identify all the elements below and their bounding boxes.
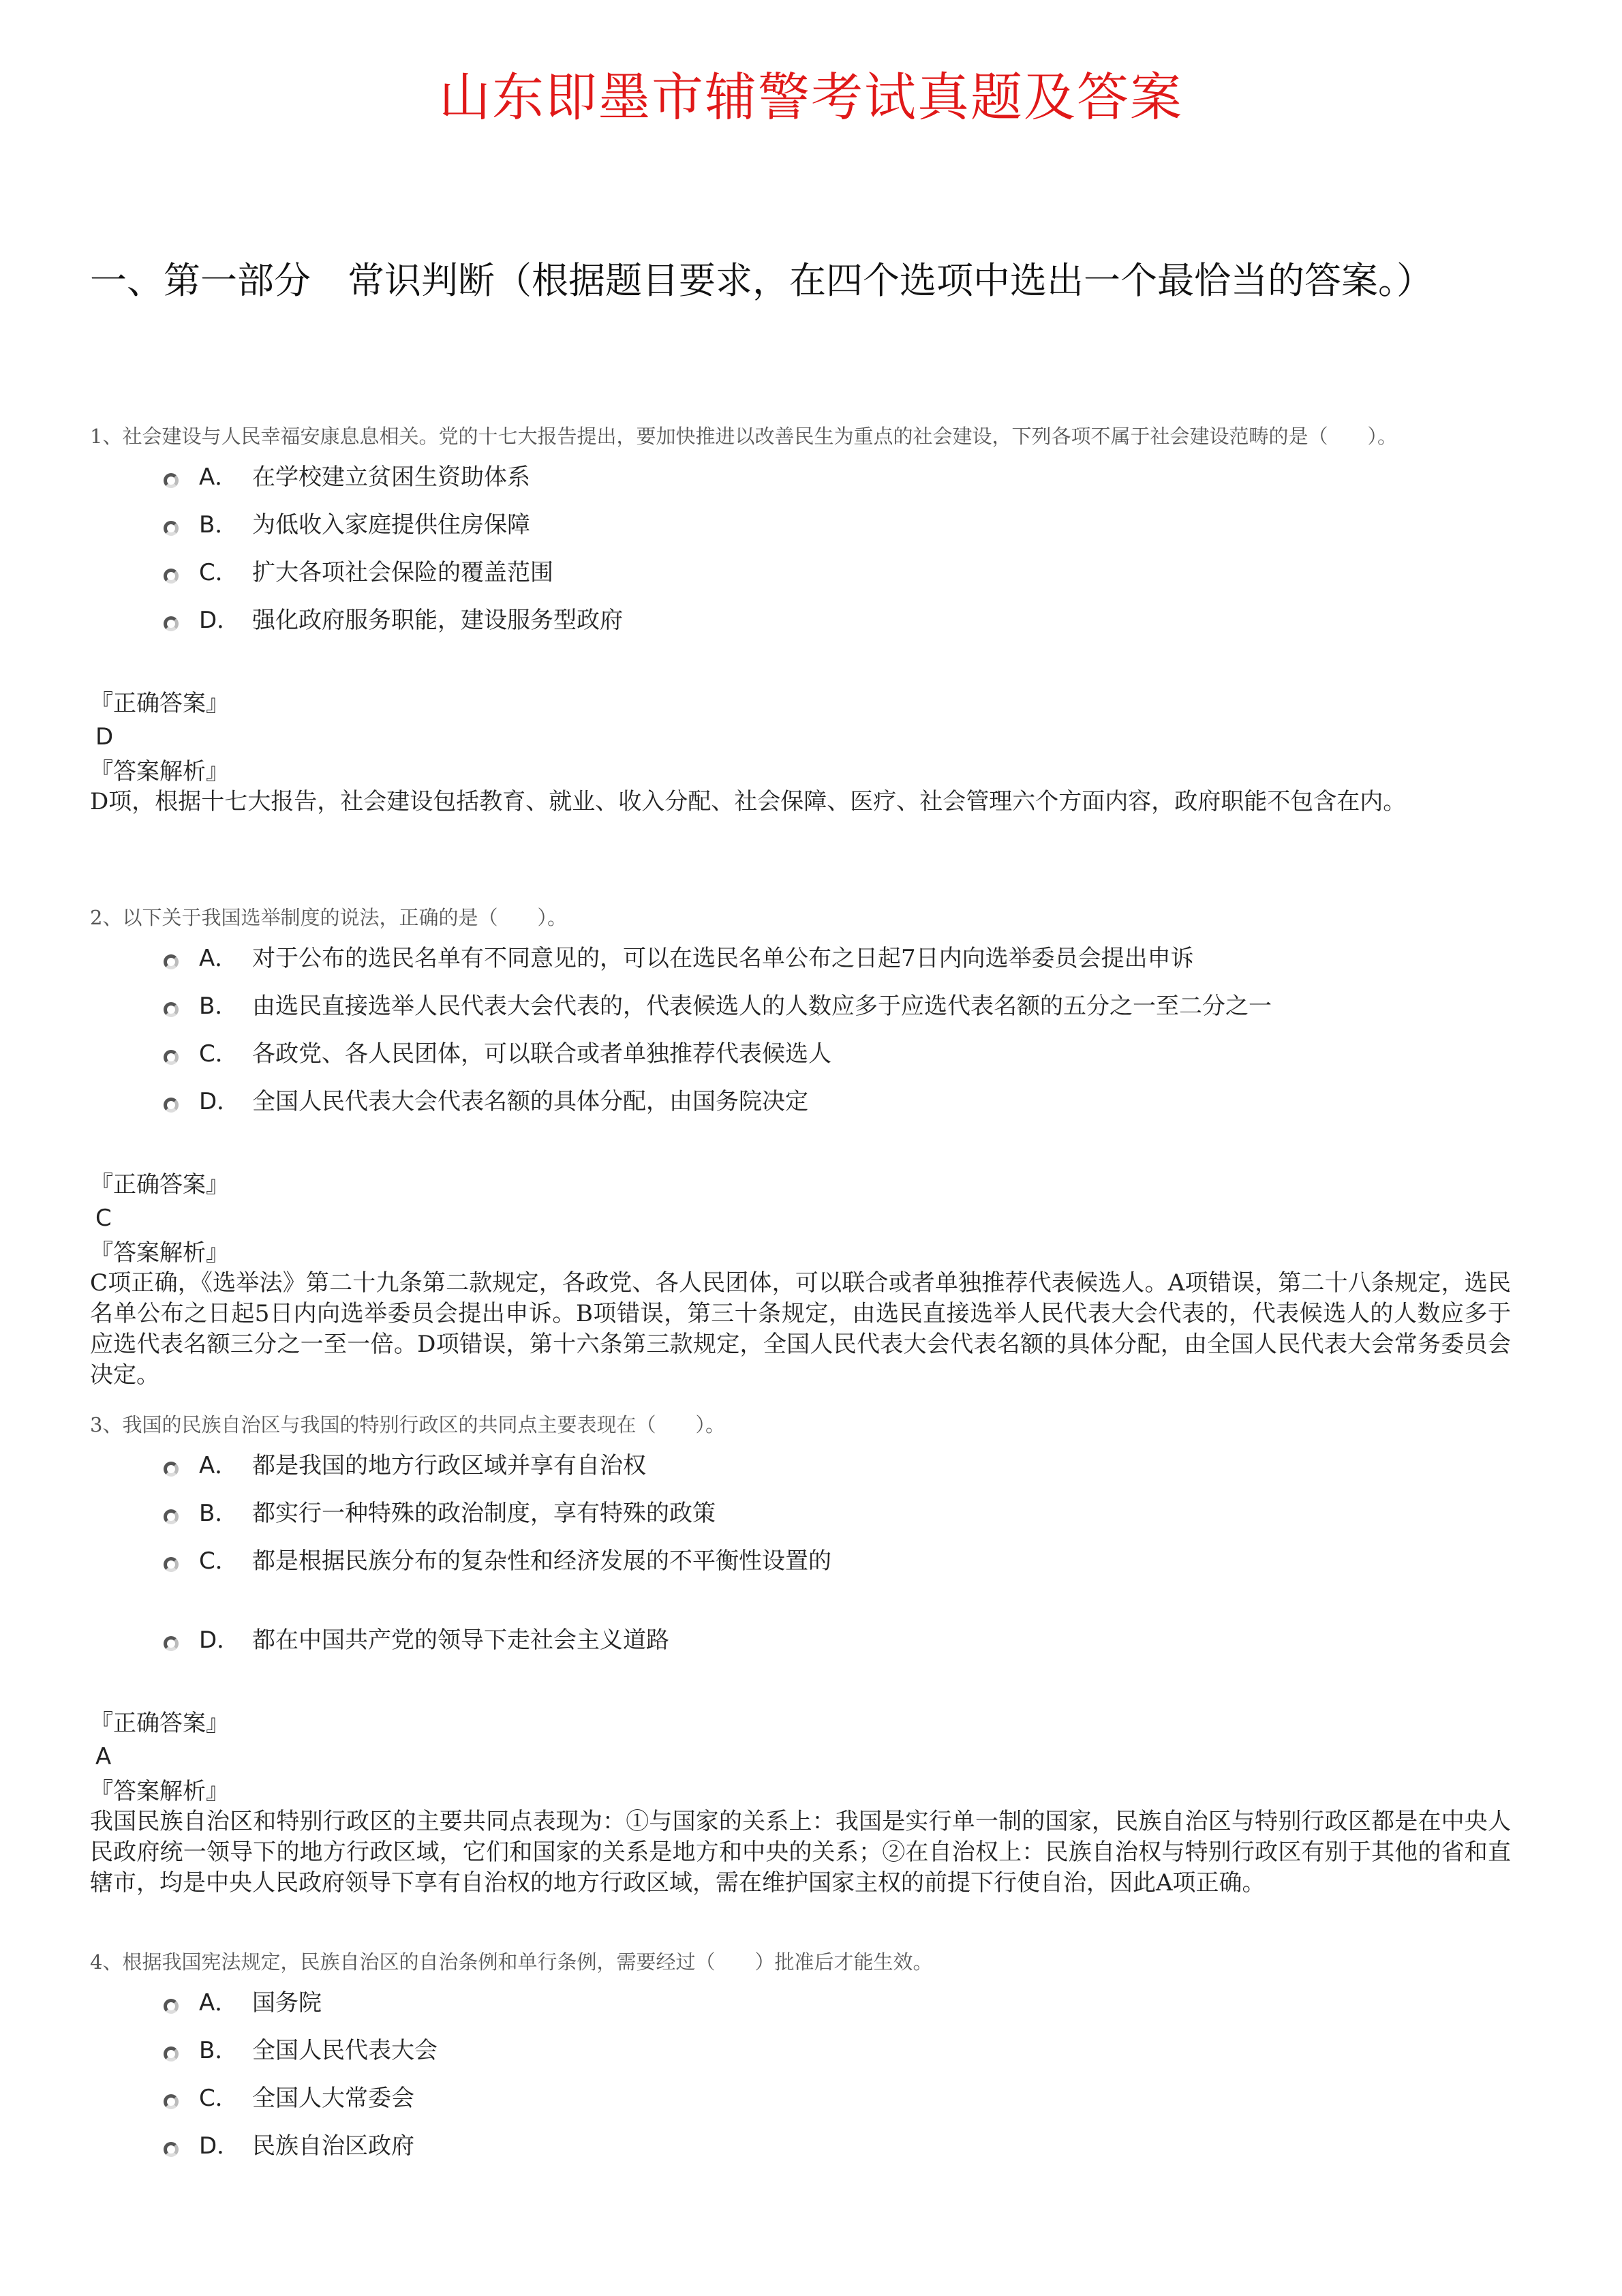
option-letter: C． <box>199 559 239 586</box>
option-text: 民族自治区政府 <box>252 2132 414 2160</box>
radio-button-icon[interactable] <box>164 1098 179 1113</box>
answer-block <box>90 1708 1514 1899</box>
option-d[interactable] <box>90 1621 1514 1669</box>
option-text: 在学校建立贫困生资助体系 <box>252 464 530 491</box>
question-stem: 2、以下关于我国选举制度的说法，正确的是（ ）。 <box>90 906 567 929</box>
analysis-text: 我国民族自治区和特别行政区的主要共同点表现为：①与国家的关系上：我国是实行单一制的国家，民族自治区与特别行政区都是在中央人民政府统一领导下的地方行政区域，它们和国家的关系是地方和中央的关系；②在自治权上：民族自治权与特别行政区有别于其他的省和直辖市，均是中央人民政府领导下享有自治权的地方行政区域，需在维护国家主权的前提下行使自治，因此A项正确。 <box>90 1808 1511 1897</box>
correct-answer: C <box>95 1205 112 1232</box>
option-text: 都是我国的地方行政区域并享有自治权 <box>252 1452 646 1479</box>
answer-block <box>90 689 1514 817</box>
question-1 <box>90 419 1514 817</box>
question-stem: 3、我国的民族自治区与我国的特别行政区的共同点主要表现在（ ）。 <box>90 1413 725 1436</box>
option-text: 都是根据民族分布的复杂性和经济发展的不平衡性设置的 <box>252 1547 831 1575</box>
option-c[interactable] <box>90 1542 1514 1621</box>
correct-answer-label: 『正确答案』 <box>90 690 229 717</box>
option-letter: C． <box>199 1547 239 1575</box>
analysis-label: 『答案解析』 <box>90 1778 229 1805</box>
option-text: 各政党、各人民团体，可以联合或者单独推荐代表候选人 <box>252 1040 831 1068</box>
radio-button-icon[interactable] <box>164 2094 179 2109</box>
option-letter: D． <box>199 607 241 634</box>
option-text: 国务院 <box>252 1989 322 2016</box>
option-letter: B． <box>199 2037 239 2064</box>
option-text: 全国人民代表大会 <box>252 2037 438 2064</box>
answer-block <box>90 1170 1514 1391</box>
option-c[interactable] <box>90 554 1514 601</box>
radio-button-icon[interactable] <box>164 2142 179 2157</box>
option-text: 为低收入家庭提供住房保障 <box>252 511 530 539</box>
radio-button-icon[interactable] <box>164 1999 179 2014</box>
question-3 <box>90 1407 1514 1899</box>
radio-button-icon[interactable] <box>164 1050 179 1065</box>
analysis-text: D项，根据十七大报告，社会建设包括教育、就业、收入分配、社会保障、医疗、社会管理六个方面内容，政府职能不包含在内。 <box>90 788 1407 815</box>
option-letter: B． <box>199 1500 239 1527</box>
radio-button-icon[interactable] <box>164 954 179 969</box>
option-letter: C． <box>199 2085 239 2112</box>
option-letter: D． <box>199 2132 241 2160</box>
option-d[interactable] <box>90 601 1514 649</box>
option-b[interactable] <box>90 506 1514 554</box>
option-d[interactable] <box>90 2127 1514 2175</box>
option-list <box>90 458 1514 649</box>
correct-answer-label: 『正确答案』 <box>90 1710 229 1737</box>
radio-button-icon[interactable] <box>164 569 179 584</box>
option-letter: A． <box>199 1452 239 1479</box>
radio-button-icon[interactable] <box>164 1509 179 1524</box>
option-text: 全国人民代表大会代表名额的具体分配，由国务院决定 <box>252 1088 808 1115</box>
option-letter: C． <box>199 1040 239 1068</box>
radio-button-icon[interactable] <box>164 521 179 536</box>
analysis-text: C项正确，《选举法》第二十九条第二款规定，各政党、各人民团体，可以联合或者单独推荐代表候选人。A项错误，第二十八条规定，选民名单公布之日起5日内向选举委员会提出申诉。B项错误，第三十条规定，由选民直接选举人民代表大会代表的，代表候选人的人数应多于应选代表名额三分之一至一倍。D项错误，第十六条第三款规定，全国人民代表大会代表名额的具体分配，由全国人民代表大会常务委员会决定。 <box>90 1269 1511 1389</box>
option-list <box>90 939 1514 1130</box>
option-d[interactable] <box>90 1083 1514 1130</box>
radio-button-icon[interactable] <box>164 2046 179 2061</box>
option-a[interactable] <box>90 1984 1514 2031</box>
option-a[interactable] <box>90 458 1514 506</box>
radio-button-icon[interactable] <box>164 473 179 488</box>
option-c[interactable] <box>90 2079 1514 2127</box>
question-2 <box>90 900 1514 1391</box>
option-text: 由选民直接选举人民代表大会代表的，代表候选人的人数应多于应选代表名额的五分之一至二分之一 <box>252 993 1272 1020</box>
option-c[interactable] <box>90 1035 1514 1083</box>
option-letter: A． <box>199 464 239 491</box>
option-text: 都实行一种特殊的政治制度，享有特殊的政策 <box>252 1500 716 1527</box>
option-list <box>90 1984 1514 2175</box>
question-stem: 1、社会建设与人民幸福安康息息相关。党的十七大报告提出，要加快推进以改善民生为重点的社会建设，下列各项不属于社会建设范畴的是（ ）。 <box>90 425 1397 448</box>
section-heading: 一、第一部分 常识判断（根据题目要求，在四个选项中选出一个最恰当的答案。） <box>90 259 1433 302</box>
question-4 <box>90 1944 1514 2175</box>
option-letter: B． <box>199 511 239 539</box>
radio-button-icon[interactable] <box>164 616 179 631</box>
option-text: 扩大各项社会保险的覆盖范围 <box>252 559 553 586</box>
option-text: 强化政府服务职能，建设服务型政府 <box>252 607 623 634</box>
page-title: 山东即墨市辅警考试真题及答案 <box>439 67 1183 127</box>
radio-button-icon[interactable] <box>164 1636 179 1651</box>
option-text: 对于公布的选民名单有不同意见的，可以在选民名单公布之日起7日内向选举委员会提出申诉 <box>252 945 1194 972</box>
question-stem: 4、根据我国宪法规定，民族自治区的自治条例和单行条例，需要经过（ ）批准后才能生效。 <box>90 1950 933 1974</box>
option-text: 全国人大常委会 <box>252 2085 414 2112</box>
option-b[interactable] <box>90 2031 1514 2079</box>
option-list <box>90 1447 1514 1669</box>
option-a[interactable] <box>90 1447 1514 1494</box>
option-letter: B． <box>199 993 239 1020</box>
option-text: 都在中国共产党的领导下走社会主义道路 <box>252 1627 669 1654</box>
option-letter: A． <box>199 945 239 972</box>
option-letter: D． <box>199 1088 241 1115</box>
option-b[interactable] <box>90 1494 1514 1542</box>
radio-button-icon[interactable] <box>164 1462 179 1477</box>
analysis-label: 『答案解析』 <box>90 758 229 785</box>
option-letter: D． <box>199 1627 241 1654</box>
correct-answer-label: 『正确答案』 <box>90 1171 229 1198</box>
correct-answer: A <box>95 1743 112 1770</box>
option-letter: A． <box>199 1989 239 2016</box>
radio-button-icon[interactable] <box>164 1557 179 1572</box>
option-b[interactable] <box>90 987 1514 1035</box>
analysis-label: 『答案解析』 <box>90 1239 229 1267</box>
correct-answer: D <box>95 723 114 751</box>
radio-button-icon[interactable] <box>164 1002 179 1017</box>
option-a[interactable] <box>90 939 1514 987</box>
